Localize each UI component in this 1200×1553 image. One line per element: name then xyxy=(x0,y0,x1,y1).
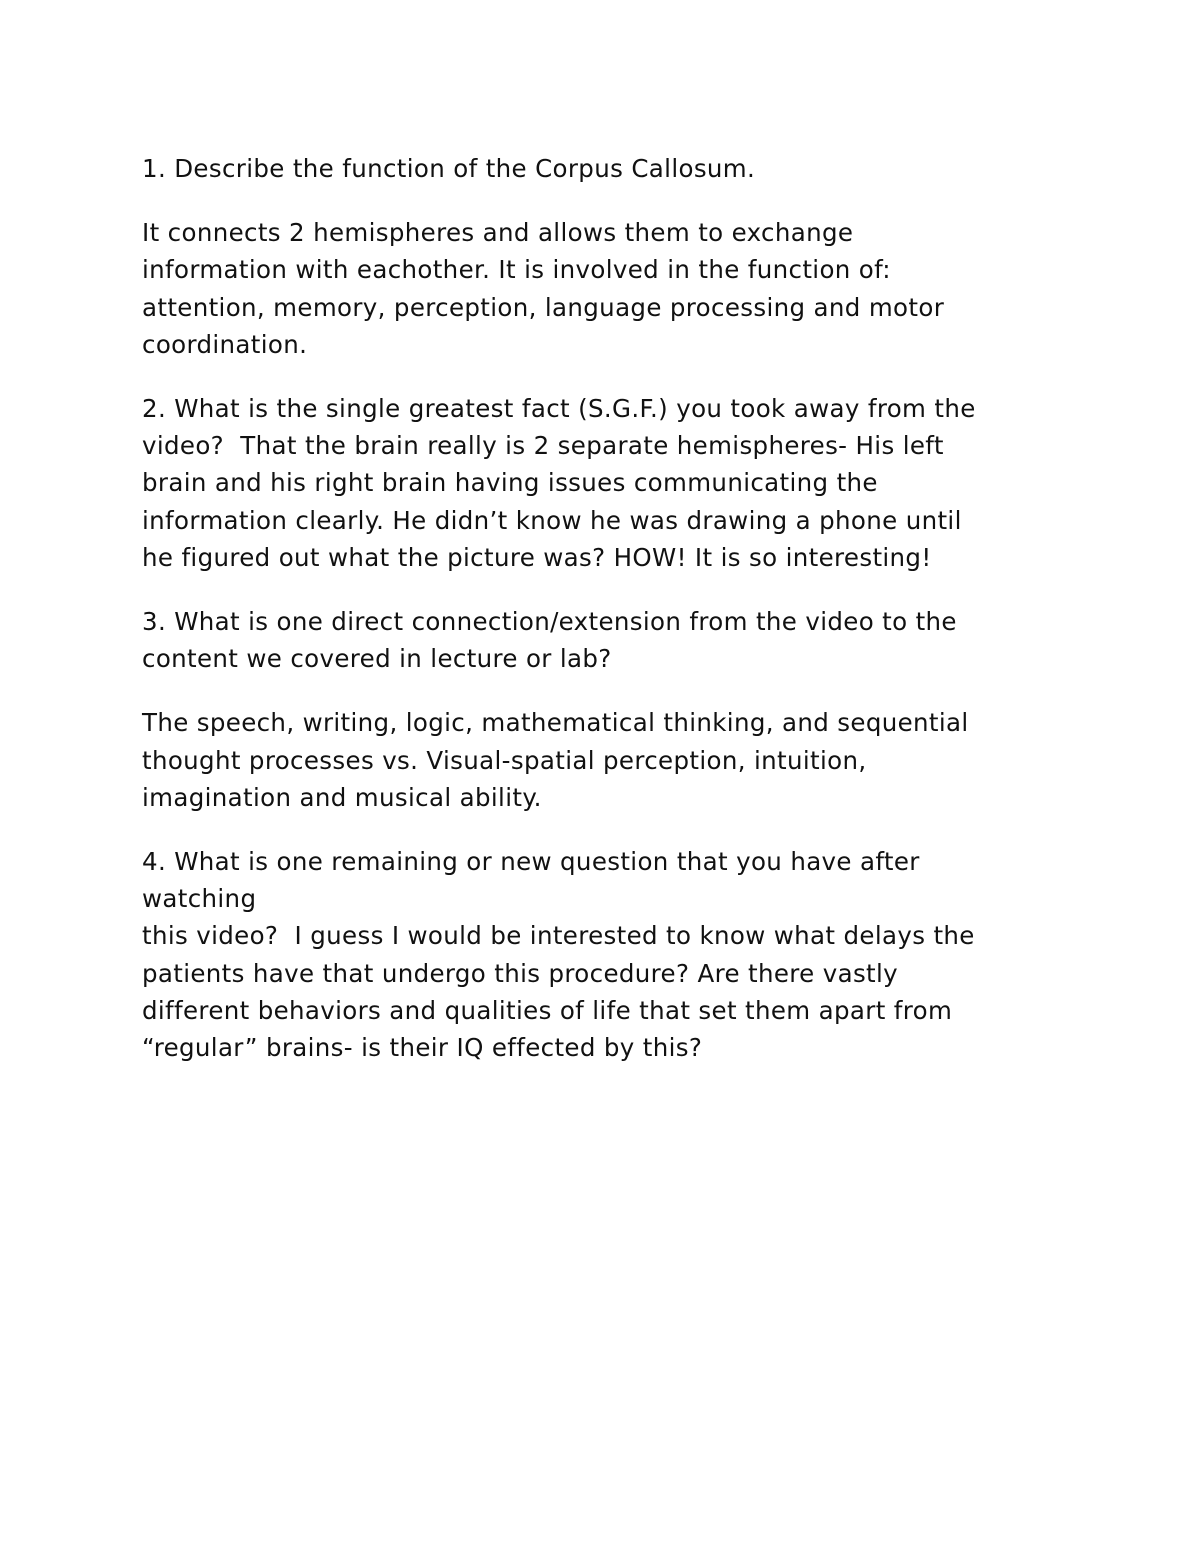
answer-3-line: The speech, writing, logic, mathematical thinking, and sequential xyxy=(142,708,969,738)
question-4-line: “regular” brains- is their IQ effected by this? xyxy=(142,1033,703,1063)
question-3-line: 3. What is one direct connection/extension from the video to the xyxy=(142,607,957,637)
question-4 xyxy=(142,843,1072,1066)
question-2-line: information clearly. He didn’t know he was drawing a phone until xyxy=(142,505,962,535)
document-body xyxy=(142,150,1072,1093)
question-2-line: 2. What is the single greatest fact (S.G.F.) you took away from the xyxy=(142,394,976,424)
question-3-line: content we covered in lecture or lab? xyxy=(142,644,612,674)
answer-1-line: attention, memory, perception, language processing and motor xyxy=(142,292,945,322)
question-2-line: video? That the brain really is 2 separate hemispheres- His left xyxy=(142,431,944,461)
answer-1-line: information with eachother. It is involved in the function of: xyxy=(142,255,891,285)
answer-1-line: It connects 2 hemispheres and allows them to exchange xyxy=(142,218,854,248)
answer-3-line: thought processes vs. Visual-spatial perception, intuition, xyxy=(142,745,867,775)
question-1-text: 1. Describe the function of the Corpus Callosum. xyxy=(142,154,756,183)
answer-1 xyxy=(142,214,1072,363)
question-3 xyxy=(142,603,1072,677)
answer-3 xyxy=(142,704,1072,816)
question-4-line: patients have that undergo this procedure? Are there vastly xyxy=(142,958,899,988)
answer-3-line: imagination and musical ability. xyxy=(142,782,542,812)
question-2-line: he figured out what the picture was? HOW! It is so interesting! xyxy=(142,542,932,572)
question-2-line: brain and his right brain having issues communicating the xyxy=(142,468,878,498)
question-1 xyxy=(142,150,1072,187)
question-4-line: watching xyxy=(142,884,257,914)
question-4-line: this video? I guess I would be interested to know what delays the xyxy=(142,921,975,951)
question-2 xyxy=(142,390,1072,576)
answer-1-line: coordination. xyxy=(142,329,308,359)
question-4-line: 4. What is one remaining or new question that you have after xyxy=(142,847,920,877)
question-4-line: different behaviors and qualities of life that set them apart from xyxy=(142,995,953,1025)
